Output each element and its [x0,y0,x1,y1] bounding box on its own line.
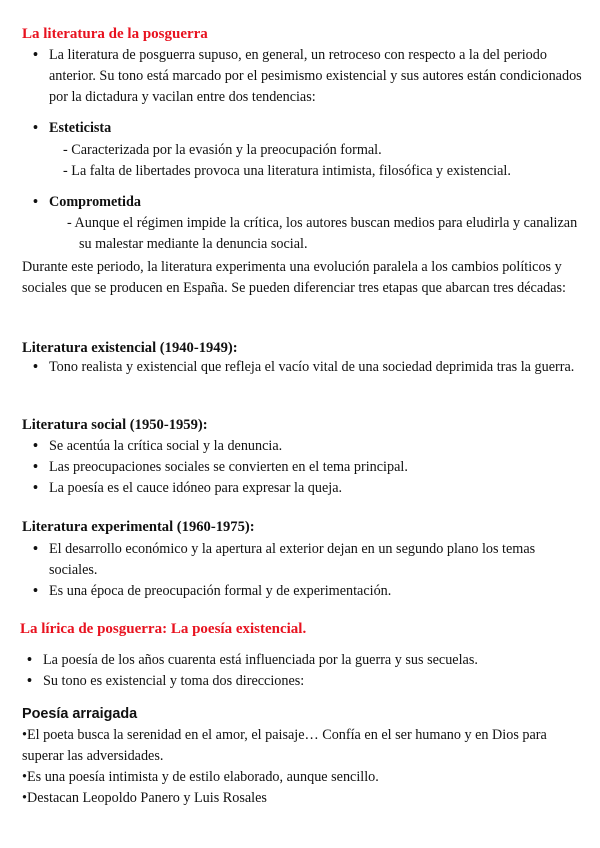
section2-list [43,650,583,692]
intro-list [49,45,589,108]
stage-list-social [49,436,579,499]
subsection-line: •Es una poesía intimista y de estilo elaborado, aunque sencillo. [22,769,379,785]
stage-list-experimental [49,539,579,602]
trend-comprometida [49,192,579,213]
trend-esteticista [49,118,579,139]
subsection-body [22,725,582,809]
trend-title-comprometida: • Comprometida [49,192,579,213]
stage-title-social: Literatura social (1950-1959): [22,417,208,433]
section2-point: • Su tono es existencial y toma dos direcciones: [43,671,583,692]
section2-point: • La poesía de los años cuarenta está influenciada por la guerra y sus secuelas. [43,650,583,671]
stage-point: • Las preocupaciones sociales se convierten en el tema principal. [49,457,579,478]
trend-title-esteticista: • Esteticista [49,118,579,139]
stage-list-existencial [49,357,579,378]
summary-paragraph: Durante este periodo, la literatura experimenta una evolución paralela a los cambios políticos y sociales que se producen en España. Se pueden diferenciar tres etapas que abarcan tres décadas: [22,259,566,296]
trend-points-comprometida [67,213,579,255]
stage-point: • Tono realista y existencial que refleja el vacío vital de una sociedad deprimida tras la guerra. [49,357,579,378]
trend-point: - La falta de libertades provoca una literatura intimista, filosófica y existencial. [63,163,511,179]
trend-point: - Aunque el régimen impide la crítica, los autores buscan medios para eludirla y canalizan su malestar mediante la denuncia social. [67,215,578,252]
stage-title-existencial: Literatura existencial (1940-1949): [22,340,238,356]
section1-title: La literatura de la posguerra [22,26,208,42]
subsection-title: Poesía arraigada [22,706,138,722]
trend-point: - Caracterizada por la evasión y la preocupación formal. [63,142,382,158]
trend-points-esteticista [63,140,583,182]
section2-title: La lírica de posguerra: La poesía existencial. [20,621,307,637]
subsection-line: •El poeta busca la serenidad en el amor, el paisaje… Confía en el ser humano y en Dios para superar las adversidades. [22,727,547,764]
intro-item: • La literatura de posguerra supuso, en general, un retroceso con respecto a la del periodo anterior. Su tono está marcado por el pesimismo existencial y sus autores están condicionados por la dictadura y vacilan entre dos tendencias: [49,45,589,108]
stage-point: • Se acentúa la crítica social y la denuncia. [49,436,579,457]
stage-title-experimental: Literatura experimental (1960-1975): [22,519,255,535]
stage-point: • La poesía es el cauce idóneo para expresar la queja. [49,478,579,499]
subsection-line: •Destacan Leopoldo Panero y Luis Rosales [22,790,267,806]
stage-point: • Es una época de preocupación formal y de experimentación. [49,581,579,602]
stage-point: • El desarrollo económico y la apertura al exterior dejan en un segundo plano los temas sociales. [49,539,579,581]
